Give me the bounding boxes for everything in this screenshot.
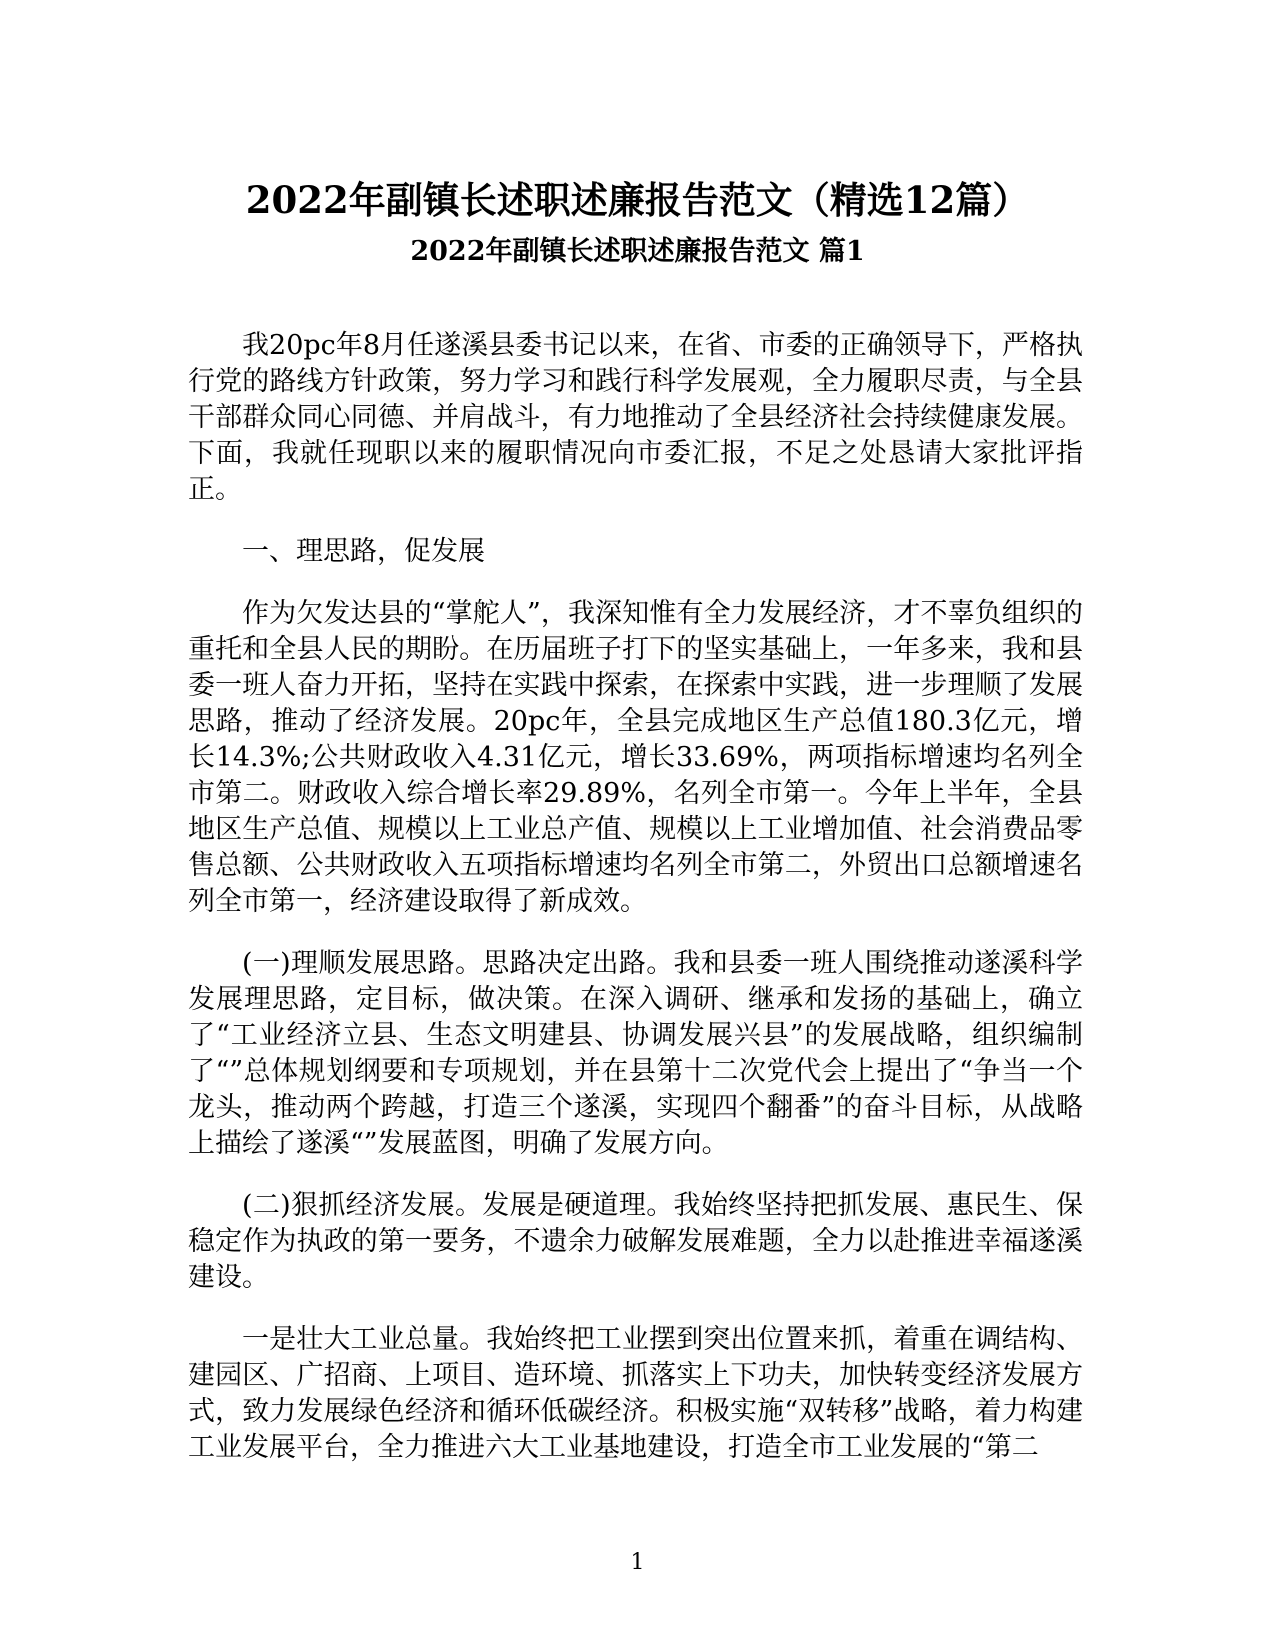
page-number: 1 <box>630 1550 645 1575</box>
section-title: 2022年副镇长述职述廉报告范文 篇1 <box>410 236 865 267</box>
paragraph: 一是壮大工业总量。我始终把工业摆到突出位置来抓，着重在调结构、建园区、广招商、上项目、造环境、抓落实上下功夫，加快转变经济发展方式，致力发展绿色经济和循环低碳经济。积极实施“双转移”战略，着力构建工业发展平台，全力推进六大工业基地建设，打造全市工业发展的“第二 <box>188 1324 1083 1463</box>
paragraph: (二)狠抓经济发展。发展是硬道理。我始终坚持把抓发展、惠民生、保稳定作为执政的第一要务，不遗余力破解发展难题，全力以赴推进幸福遂溪建设。 <box>188 1190 1083 1293</box>
paragraph: (一)理顺发展思路。思路决定出路。我和县委一班人围绕推动遂溪科学发展理思路，定目标，做决策。在深入调研、继承和发扬的基础上，确立了“工业经济立县、生态文明建县、协调发展兴县”的发展战略，组织编制了“”总体规划纲要和专项规划，并在县第十二次党代会上提出了“争当一个龙头，推动两个跨越，打造三个遂溪，实现四个翻番”的奋斗目标，从战略上描绘了遂溪“”发展蓝图，明确了发展方向。 <box>188 948 1083 1159</box>
document-body <box>188 328 1083 1492</box>
paragraph: 作为欠发达县的“掌舵人”，我深知惟有全力发展经济，才不辜负组织的重托和全县人民的期盼。在历届班子打下的坚实基础上，一年多来，我和县委一班人奋力开拓，坚持在实践中探索，在探索中实践，进一步理顺了发展思路，推动了经济发展。20pc年，全县完成地区生产总值180.3亿元，增长14.3%;公共财政收入4.31亿元，增长33.69%，两项指标增速均名列全市第二。财政收入综合增长率29.89%，名列全市第一。今年上半年，全县地区生产总值、规模以上工业总产值、规模以上工业增加值、社会消费品零售总额、公共财政收入五项指标增速均名列全市第二，外贸出口总额增速名列全市第一，经济建设取得了新成效。 <box>188 598 1083 917</box>
document-title: 2022年副镇长述职述廉报告范文（精选12篇） <box>245 178 1030 222</box>
paragraph-heading: 一、理思路，促发展 <box>242 536 485 567</box>
paragraph: 我20pc年8月任遂溪县委书记以来，在省、市委的正确领导下，严格执行党的路线方针政策，努力学习和践行科学发展观，全力履职尽责，与全县干部群众同心同德、并肩战斗，有力地推动了全县经济社会持续健康发展。下面，我就任现职以来的履职情况向市委汇报，不足之处恳请大家批评指正。 <box>188 330 1083 505</box>
